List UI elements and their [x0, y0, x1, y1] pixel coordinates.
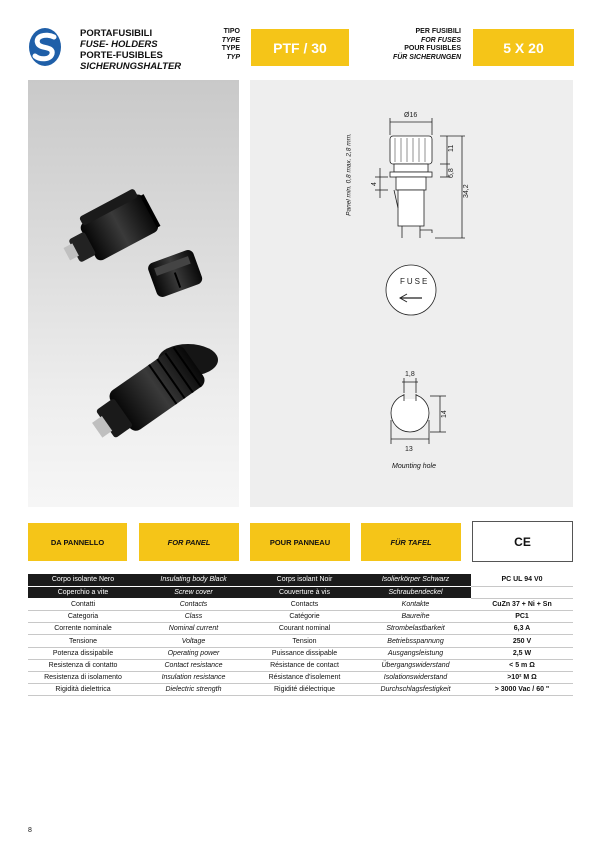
category-fr: POUR PANNEAU: [250, 523, 350, 561]
spec-cell-en: Contacts: [138, 598, 249, 610]
spec-cell-fr: Résistance de contact: [249, 659, 360, 671]
spec-cell-fr: Résistance d'isolement: [249, 672, 360, 684]
type-label-fr: TYPE: [221, 45, 240, 52]
spec-cell-value: >10² M Ω: [471, 672, 573, 684]
spec-cell-de: Kontakte: [360, 598, 471, 610]
spec-cell-de: Baureihe: [360, 611, 471, 623]
product-name-it: PORTAFUSIBILI: [80, 28, 153, 39]
spec-cell-en: Voltage: [138, 635, 249, 647]
spec-cell-value: PC UL 94 V0: [471, 574, 573, 586]
spec-cell-value: 250 V: [471, 635, 573, 647]
spec-cell-de: Ausgangsleistung: [360, 647, 471, 659]
product-name-en: FUSE- HOLDERS: [80, 39, 158, 50]
type-label-de: TYP: [226, 53, 240, 61]
spec-row: [28, 611, 573, 623]
spec-cell-it: Tensione: [28, 635, 138, 647]
hole-18-label: 1,8: [405, 371, 415, 378]
spec-cell-en: Insulating body Black: [138, 574, 249, 586]
dimension-drawing: [250, 80, 573, 507]
spec-cell-value: PC1: [471, 611, 573, 623]
spec-cell-en: Nominal current: [138, 623, 249, 635]
spec-cell-it: Categoria: [28, 611, 138, 623]
spec-cell-value: > 3000 Vac / 60 ": [471, 684, 573, 696]
mounting-hole-caption: Mounting hole: [392, 463, 436, 470]
spec-cell-en: Screw cover: [138, 586, 249, 598]
fuse-holder-photo-illustration: [28, 80, 239, 507]
specs-table: [28, 574, 573, 696]
spec-cell-it: Rigidità dielettrica: [28, 684, 138, 696]
spec-cell-fr: Tension: [249, 635, 360, 647]
for-label-fr: POUR FUSIBLES: [404, 45, 461, 52]
spec-cell-de: Schraubendeckel: [360, 586, 471, 598]
spec-cell-value: 2,5 W: [471, 647, 573, 659]
spec-cell-it: Resistenza di contatto: [28, 659, 138, 671]
spec-cell-fr: Rigidité diélectrique: [249, 684, 360, 696]
spec-row: [28, 672, 573, 684]
spec-cell-en: Class: [138, 611, 249, 623]
spec-cell-it: Coperchio a vite: [28, 586, 138, 598]
dim-68-label: 6,8: [448, 168, 455, 178]
spec-cell-de: Isolierkörper Schwarz: [360, 574, 471, 586]
spec-cell-de: Betriebsspannung: [360, 635, 471, 647]
spec-cell-fr: Contacts: [249, 598, 360, 610]
spec-cell-it: Contatti: [28, 598, 138, 610]
for-label-en: FOR FUSES: [420, 36, 461, 44]
spec-cell-value: < 5 m Ω: [471, 659, 573, 671]
product-name-de: SICHERUNGSHALTER: [80, 61, 182, 72]
type-label-it: TIPO: [223, 28, 240, 35]
spec-cell-en: Contact resistance: [138, 659, 249, 671]
spec-cell-it: Corrente nominale: [28, 623, 138, 635]
dim-11-label: 11: [448, 144, 455, 152]
product-photo: [28, 80, 239, 507]
spec-cell-fr: Courant nominal: [249, 623, 360, 635]
for-label-de: FÜR SICHERUNGEN: [392, 53, 461, 61]
spec-cell-it: Corpo isolante Nero: [28, 574, 138, 586]
panel-thickness-note: [339, 126, 359, 236]
spec-cell-fr: Couverture à vis: [249, 586, 360, 598]
spec-row: [28, 586, 573, 598]
spec-row: [28, 647, 573, 659]
ce-mark: CE: [472, 521, 573, 562]
panel-thickness-text: Panel min. 0,8 max. 2,8 mm.: [345, 133, 353, 216]
spec-cell-en: Insulation resistance: [138, 672, 249, 684]
type-labels: [200, 28, 240, 62]
product-name-fr: PORTE-FUSIBLES: [80, 50, 163, 61]
spec-cell-it: Potenza dissipabile: [28, 647, 138, 659]
dim-diameter-label: Ø16: [404, 112, 418, 119]
category-de: FÜR TAFEL: [361, 523, 461, 561]
spec-cell-fr: Puissance dissipable: [249, 647, 360, 659]
cap-text-label: FUSE: [400, 277, 430, 286]
spec-row: [28, 623, 573, 635]
spec-cell-fr: Catégorie: [249, 611, 360, 623]
hole-13-label: 13: [405, 446, 413, 453]
spec-cell-en: Dielectric strength: [138, 684, 249, 696]
spec-row: [28, 635, 573, 647]
spec-cell-value: [471, 586, 573, 598]
spec-cell-fr: Corps isolant Noir: [249, 574, 360, 586]
spec-row: [28, 574, 573, 586]
spec-cell-de: Strombelastbarkeit: [360, 623, 471, 635]
dim-342-label: 34,2: [463, 184, 470, 198]
dim-4-label: 4: [371, 182, 378, 186]
spec-row: [28, 659, 573, 671]
for-fuses-labels: [372, 28, 461, 62]
spec-row: [28, 684, 573, 696]
type-label-en: TYPE: [221, 36, 240, 44]
spec-cell-en: Operating power: [138, 647, 249, 659]
product-names: [80, 28, 181, 72]
s-logo-icon: [28, 27, 62, 67]
spec-cell-de: Durchschlagsfestigkeit: [360, 684, 471, 696]
fuse-size-box: 5 X 20: [473, 29, 574, 66]
spec-cell-value: 6,3 A: [471, 623, 573, 635]
page-number: 8: [28, 827, 32, 834]
type-value-box: PTF / 30: [251, 29, 349, 66]
spec-cell-it: Resistenza di isolamento: [28, 672, 138, 684]
technical-drawing: [250, 80, 573, 507]
spec-cell-de: Isolationswiderstand: [360, 672, 471, 684]
spec-row: [28, 598, 573, 610]
category-en: FOR PANEL: [139, 523, 239, 561]
for-label-it: PER FUSIBILI: [415, 28, 461, 35]
category-it: DA PANNELLO: [28, 523, 127, 561]
spec-cell-de: Übergangswiderstand: [360, 659, 471, 671]
hole-14-label: 14: [441, 410, 448, 418]
spec-cell-value: CuZn 37 + Ni + Sn: [471, 598, 573, 610]
